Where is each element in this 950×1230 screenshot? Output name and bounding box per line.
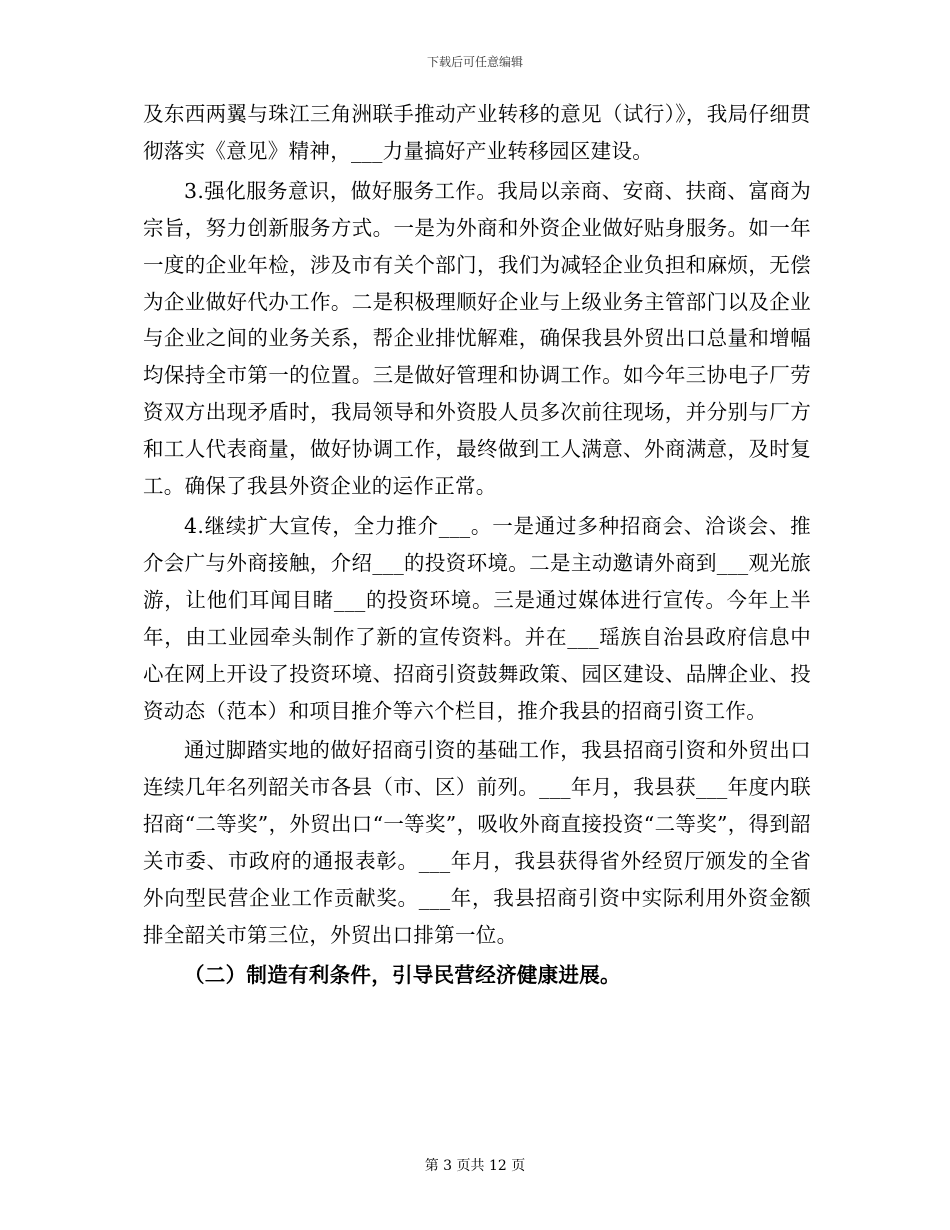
paragraph-summary: 通过脚踏实地的做好招商引资的基础工作，我县招商引资和外贸出口连续几年名列韶关市各县（市、区）前列。___年月，我县获___年度内联招商“二等奖”，外贸出口“一等奖”，吸收外商直接投资“二等奖”，得到韶关市委、市政府的通报表彰。___年月，我县获得省外经贸厅颁发的全省外向型民营企业工作贡献奖。___年，我县招商引资中实际利用外资金额排全韶关市第三位，外贸出口排第一位。 [143,738,811,947]
page-header: 下载后可任意编辑 [426,55,523,69]
paragraph-item-3: 3.强化服务意识，做好服务工作。我局以亲商、安商、扶商、富商为宗旨，努力创新服务方式。一是为外商和外资企业做好贴身服务。如一年一度的企业年检，涉及市有关个部门，我们为减轻企业负担和麻烦，无偿为企业做好代办工作。二是积极理顺好企业与上级业务主管部门以及企业与企业之间的业务关系，帮企业排忧解难，确保我县外贸出口总量和增幅均保持全市第一的位置。三是做好管理和协调工作。如今年三协电子厂劳资双方出现矛盾时，我局领导和外资股人员多次前往现场，并分别与厂方和工人代表商量，做好协调工作，最终做到工人满意、外商满意，及时复工。确保了我县外资企业的运作正常。 [143,178,811,499]
section-heading: （二）制造有利条件，引导民营经济健康进展。 [184,962,621,987]
document-body [143,96,811,994]
paragraph-item-4: 4.继续扩大宣传，全力推介___。一是通过多种招商会、洽谈会、推介会广与外商接触，介绍___的投资环境。二是主动邀请外商到___观光旅游，让他们耳闻目睹___的投资环境。三是通过媒体进行宣传。今年上半年，由工业园牵头制作了新的宣传资料。并在___瑶族自治县政府信息中心在网上开设了投资环境、招商引资鼓舞政策、园区建设、品牌企业、投资动态（范本）和项目推介等六个栏目，推介我县的招商引资工作。 [143,513,811,723]
page-footer: 第 3 页共 12 页 [424,1158,526,1174]
paragraph-continuation: 及东西两翼与珠江三角洲联手推动产业转移的意见（试行）》，我局仔细贯彻落实《意见》精神，___力量搞好产业转移园区建设。 [143,102,811,163]
